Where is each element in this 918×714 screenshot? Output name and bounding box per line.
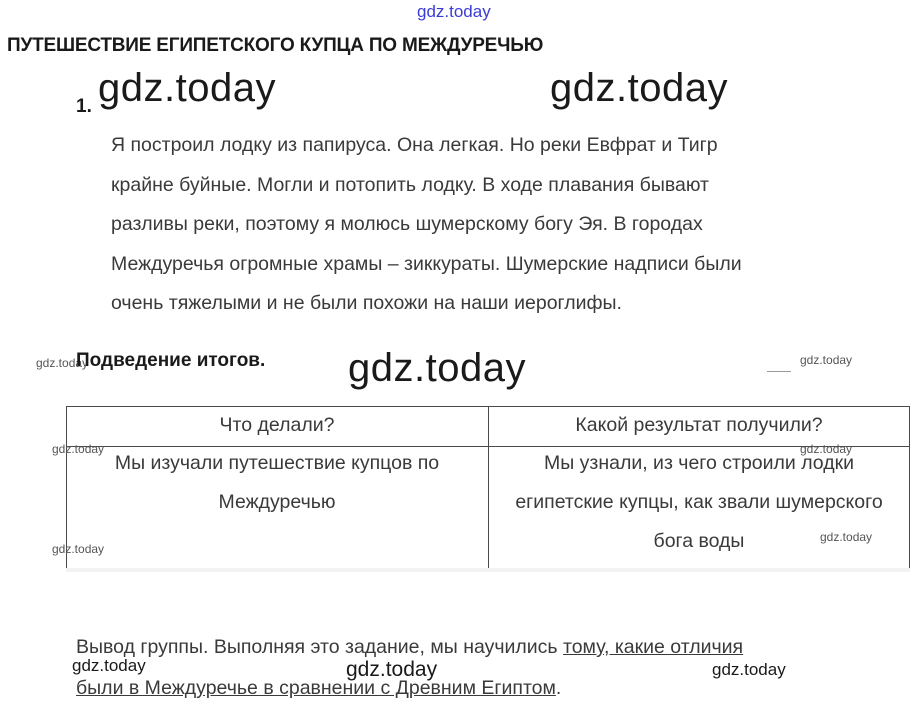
page-title: ПУТЕШЕСТВИЕ ЕГИПЕТСКОГО КУПЦА ПО МЕЖДУРЕЧЬЮ (7, 35, 544, 56)
conclusion-text: Вывод группы. Выполняя это задание, мы научились (76, 636, 563, 658)
paragraph-line: Междуречья огромные храмы – зиккураты. Шумерские надписи были (111, 253, 742, 275)
table-header-cell: Что делали? (219, 414, 335, 436)
conclusion-underlined: тому, какие отличия (563, 636, 744, 658)
conclusion-end: . (555, 677, 562, 699)
watermark-medium: gdz.today (712, 660, 786, 679)
paragraph-line: разливы реки, поэтому я молюсь шумерскому богу Эя. В городах (111, 213, 703, 235)
watermark-large-center: gdz.today (348, 346, 526, 390)
watermark-small: gdz.today (820, 530, 873, 544)
divider (767, 371, 791, 372)
watermark-small: gdz.today (36, 356, 89, 370)
watermark-medium: gdz.today (72, 656, 146, 675)
table-cell: Мы узнали, из чего строили лодки египетские купцы, как звали шумерского бога воды (515, 452, 883, 552)
table-cell: Мы изучали путешествие купцов по Междуречью (114, 452, 440, 513)
conclusion-line (76, 677, 561, 700)
watermark-small: gdz.today (52, 442, 105, 456)
watermark-small: gdz.today (52, 542, 105, 556)
table-header-cell: Какой результат получили? (575, 414, 823, 436)
watermark-small: gdz.today (800, 353, 853, 367)
conclusion-line (76, 636, 743, 659)
table-bottom-edge (66, 568, 910, 572)
paragraph-line: крайне буйные. Могли и потопить лодку. В ходе плавания бывают (111, 174, 709, 196)
paragraph-line: очень тяжелыми и не были похожи на наши иероглифы. (111, 292, 622, 314)
watermark-top: gdz.today (417, 2, 491, 21)
watermark-small: gdz.today (800, 442, 853, 456)
task-number: 1. (76, 96, 92, 117)
conclusion-underlined: были в Междуречье в сравнении с Древним Египтом (76, 677, 556, 699)
watermark-large-right: gdz.today (550, 66, 728, 110)
paragraph-line: Я построил лодку из папируса. Она легкая. Но реки Евфрат и Тигр (111, 134, 718, 156)
summary-title: Подведение итогов. (76, 350, 266, 371)
watermark-large-left: gdz.today (98, 66, 276, 110)
watermark-medium: gdz.today (346, 658, 438, 681)
